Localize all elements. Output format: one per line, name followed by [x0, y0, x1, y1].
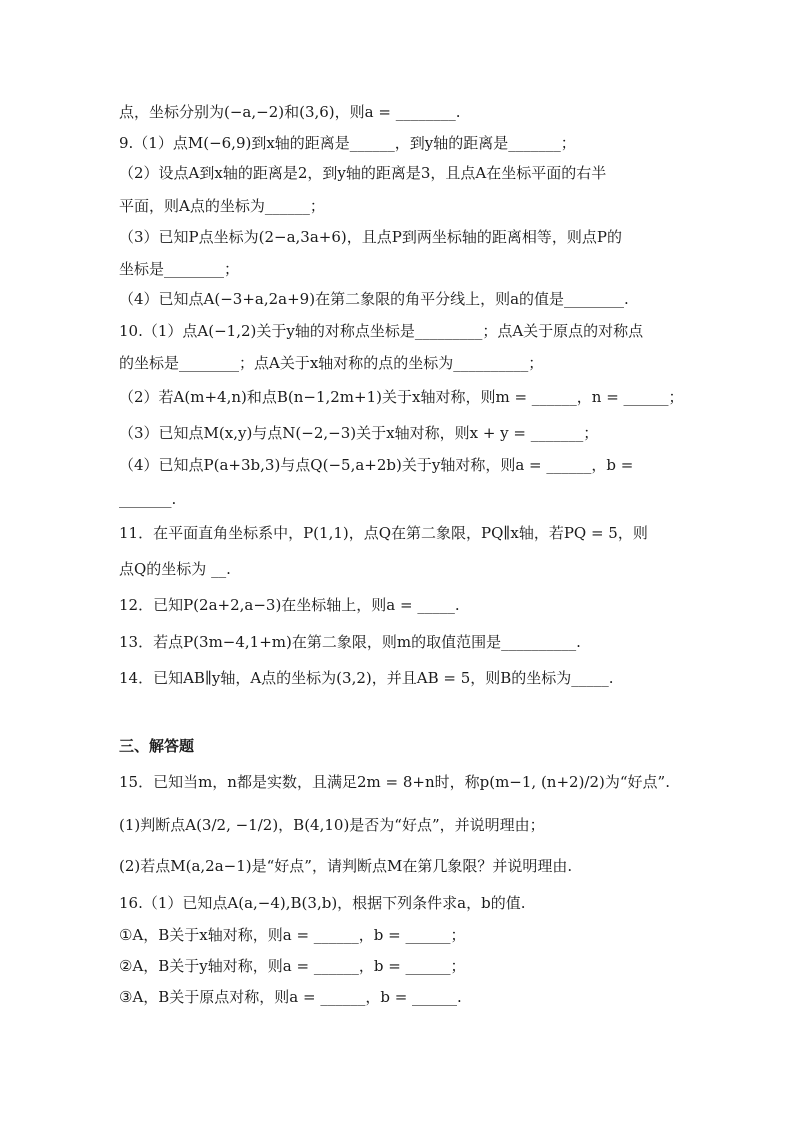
- q11-line2: 点Q的坐标为 __.: [119, 560, 231, 578]
- q16-stem: 16.（1）已知点A(a,−4),B(3,b)，根据下列条件求a，b的值.: [119, 894, 526, 912]
- q9-part2-line1: （2）设点A到x轴的距离是2，到y轴的距离是3，且点A在坐标平面的右半: [119, 164, 607, 182]
- q10-part1-line2: 的坐标是________；点A关于x轴对称的点的坐标为__________；: [119, 354, 544, 372]
- q9-part2-line2: 平面，则A点的坐标为______；: [119, 197, 325, 215]
- q10-part2: （2）若A(m+4,n)和点B(n−1,2m+1)关于x轴对称，则m = ______，n = ______；: [119, 388, 684, 406]
- q11-line1: 11．在平面直角坐标系中，P(1,1)，点Q在第二象限，PQ∥x轴，若PQ = 5，则: [119, 524, 648, 542]
- q10-part3: （3）已知点M(x,y)与点N(−2,−3)关于x轴对称，则x + y = _______；: [119, 424, 599, 442]
- q16-item3: ③A，B关于原点对称，则a = ______，b = ______.: [119, 988, 462, 1006]
- q13: 13．若点P(3m−4,1+m)在第二象限，则m的取值范围是__________.: [119, 633, 581, 651]
- q15-stem: 15．已知当m，n都是实数，且满足2m = 8+n时，称p(m−1, (n+2)/2)为“好点”.: [119, 773, 670, 791]
- q15-part2: (2)若点M(a,2a−1)是“好点”，请判断点M在第几象限？并说明理由.: [119, 857, 573, 875]
- q9-part3-line2: 坐标是________；: [119, 260, 240, 278]
- q9-part4: （4）已知点A(−3+a,2a+9)在第二象限的角平分线上，则a的值是________.: [119, 290, 629, 308]
- section-heading: 三、解答题: [119, 737, 195, 755]
- q9-part3-line1: （3）已知P点坐标为(2−a,3a+6)，且点P到两坐标轴的距离相等，则点P的: [119, 228, 622, 246]
- q10-part4-line1: （4）已知点P(a+3b,3)与点Q(−5,a+2b)关于y轴对称，则a = ______，b =: [119, 456, 634, 474]
- q10-part1-line1: 10.（1）点A(−1,2)关于y轴的对称点坐标是_________；点A关于原点的对称点: [119, 322, 644, 340]
- q8-continuation: 点，坐标分别为(−a,−2)和(3,6)，则a = ________.: [119, 103, 461, 121]
- q9-part1: 9.（1）点M(−6,9)到x轴的距离是______，到y轴的距离是_______；: [119, 134, 576, 152]
- q14: 14．已知AB∥y轴，A点的坐标为(3,2)，并且AB = 5，则B的坐标为_____.: [119, 669, 614, 687]
- q12: 12．已知P(2a+2,a−3)在坐标轴上，则a = _____.: [119, 596, 460, 614]
- q16-item2: ②A，B关于y轴对称，则a = ______，b = ______；: [119, 957, 466, 975]
- q10-part4-line2: _______.: [119, 490, 177, 508]
- q16-item1: ①A，B关于x轴对称，则a = ______，b = ______；: [119, 926, 466, 944]
- q15-part1: (1)判断点A(3/2, −1/2)，B(4,10)是否为“好点”，并说明理由；: [119, 816, 545, 834]
